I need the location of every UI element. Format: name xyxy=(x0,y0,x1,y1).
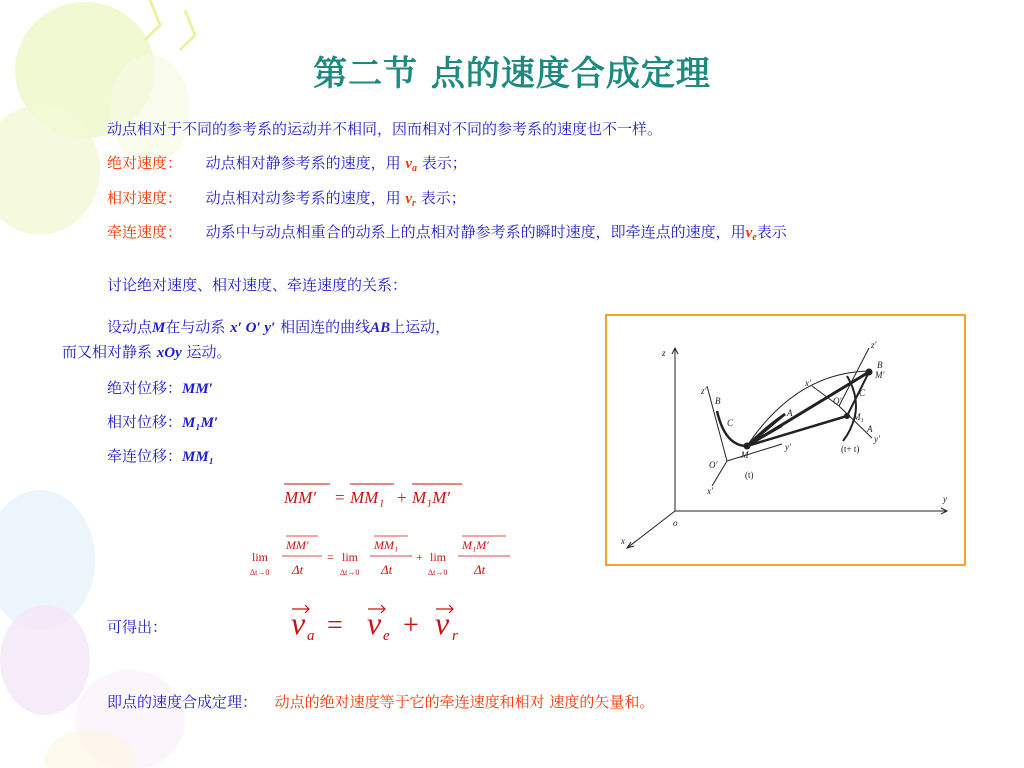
definition-absolute xyxy=(107,152,467,174)
definition-term: 绝对速度： xyxy=(107,154,183,172)
displacement-value: MM′ xyxy=(182,381,213,397)
x-axis xyxy=(627,511,675,548)
lim-under: Δt→0 xyxy=(250,568,270,577)
label-b: B xyxy=(715,396,721,406)
eq2-den-c: Δt xyxy=(474,562,486,577)
lim-word: lim xyxy=(430,550,447,564)
kinematics-figure xyxy=(605,314,966,566)
label-a: A xyxy=(787,408,793,418)
label-time-t: (t) xyxy=(745,470,754,480)
fixed-frame: xOy xyxy=(156,345,182,361)
label-o-prime-2: O′ xyxy=(833,396,842,406)
point-m1 xyxy=(845,414,850,419)
definition-text-end: 表示； xyxy=(417,154,467,172)
displacement-equation xyxy=(278,478,478,512)
velocity-symbol: v xyxy=(405,191,413,207)
plus-sign: + xyxy=(403,610,419,641)
label-b-2: B xyxy=(877,360,883,370)
kinematics-diagram xyxy=(607,316,964,564)
label-o-prime: O′ xyxy=(709,460,718,470)
setup-text: 设动点 xyxy=(107,318,153,336)
eq2-num-c: M₁M′ xyxy=(462,538,489,552)
lim-under: Δt→0 xyxy=(428,568,448,577)
definition-text-end: 表示 xyxy=(756,223,787,241)
lim-word: lim xyxy=(252,550,269,564)
plus-sign: + xyxy=(416,550,423,564)
label-x-prime-2: x′ xyxy=(805,378,811,388)
setup-line-2 xyxy=(62,341,232,362)
v-symbol: v xyxy=(291,605,306,641)
discussion-text: 讨论绝对速度、相对速度、牵连速度的关系： xyxy=(107,276,408,294)
definition-text-end: 表示； xyxy=(415,189,466,207)
displacement-label: 相对位移： xyxy=(107,413,183,431)
eq2-num-a: MM′ xyxy=(286,538,309,552)
eq2-num-b: MM₁ xyxy=(374,538,399,552)
lim-under: Δt→0 xyxy=(340,568,360,577)
displacement-relative xyxy=(107,411,218,432)
label-y-prime-2: y′ xyxy=(874,434,880,444)
eq1-term-c: M₁M′ xyxy=(412,488,450,507)
label-c: C xyxy=(727,418,734,428)
velocity-symbol: v xyxy=(745,225,753,241)
label-m: M xyxy=(741,450,749,460)
vr-subscript: r xyxy=(452,628,458,644)
va-subscript: a xyxy=(307,628,315,644)
ve-subscript: e xyxy=(383,628,390,644)
definition-term: 相对速度： xyxy=(107,189,183,207)
page-title: 第二节 点的速度合成定理 xyxy=(313,54,711,94)
label-time-t-dt: (t+ t) xyxy=(841,444,860,454)
theorem-line xyxy=(107,691,654,712)
definition-text: 动系中与动点相重合的动系上的点相对静参考系的瞬时速度，即牵连点的速度，用 xyxy=(205,223,746,241)
moving-frame: x′ O′ y′ xyxy=(230,320,276,336)
equals-sign: = xyxy=(327,550,334,564)
eq2-den-b: Δt xyxy=(381,562,393,577)
setup-text: 上运动， xyxy=(390,318,451,336)
setup-text: 运动。 xyxy=(181,343,232,361)
label-z-prime-2: z′ xyxy=(871,340,877,350)
equals-sign: = xyxy=(327,610,343,641)
setup-line-1 xyxy=(107,316,450,337)
label-o: o xyxy=(673,518,678,528)
label-z: z xyxy=(662,348,666,358)
label-m1: M₁ xyxy=(853,412,864,422)
displacement-label: 牵连位移： xyxy=(107,447,183,465)
y-prime-axis xyxy=(727,444,782,461)
eq2-den-a: Δt xyxy=(292,562,304,577)
definition-term: 牵连速度： xyxy=(107,223,183,241)
result-label: 可得出： xyxy=(107,618,168,636)
definition-text: 动点相对动参考系的速度，用 xyxy=(205,189,406,207)
label-y-prime: y′ xyxy=(785,442,791,452)
displacement-absolute xyxy=(107,377,213,398)
setup-text: 而又相对静系 xyxy=(62,343,157,361)
label-a-2: A xyxy=(867,424,873,434)
plus-sign: + xyxy=(397,488,407,507)
label-z-prime: z′ xyxy=(701,386,707,396)
point-m: M xyxy=(152,320,166,336)
equals-sign: = xyxy=(335,488,345,507)
setup-text: 相固连的曲线 xyxy=(275,318,371,336)
displacement-transport xyxy=(107,445,214,466)
label-m-prime: M′ xyxy=(875,370,885,380)
label-y: y xyxy=(943,494,947,504)
label-x-prime: x′ xyxy=(707,486,713,496)
displacement-label: 绝对位移： xyxy=(107,379,183,397)
intro-text: 动点相对于不同的参考系的运动并不相同，因而相对不同的参考系的速度也不一样。 xyxy=(107,120,663,138)
displacement-value: MM₁ xyxy=(182,449,214,465)
displacement-value: M₁M′ xyxy=(182,415,219,431)
setup-text: 在与动系 xyxy=(165,318,231,336)
curve-ab: AB xyxy=(370,320,391,336)
label-x: x xyxy=(621,536,625,546)
definition-transport xyxy=(107,221,787,243)
velocity-subscript: a xyxy=(412,163,418,174)
point-m-prime xyxy=(866,369,872,375)
definition-text: 动点相对静参考系的速度，用 xyxy=(205,154,406,172)
v-symbol: v xyxy=(435,605,450,641)
velocity-composition-equation xyxy=(285,596,485,646)
lim-word: lim xyxy=(342,550,359,564)
velocity-subscript: r xyxy=(412,198,416,209)
velocity-symbol: v xyxy=(405,156,413,172)
eq1-term-b: MM₁ xyxy=(350,488,385,507)
velocity-subscript: e xyxy=(752,232,757,243)
definition-relative xyxy=(107,187,466,209)
theorem-text: 动点的绝对速度等于它的牵连速度和相对 速度的矢量和。 xyxy=(274,693,655,711)
point-m xyxy=(744,443,750,449)
v-symbol: v xyxy=(367,605,382,641)
eq1-term-a: MM′ xyxy=(284,488,317,507)
limit-equation xyxy=(248,530,518,582)
label-c-2: C xyxy=(859,388,866,398)
theorem-label: 即点的速度合成定理： xyxy=(107,693,258,711)
